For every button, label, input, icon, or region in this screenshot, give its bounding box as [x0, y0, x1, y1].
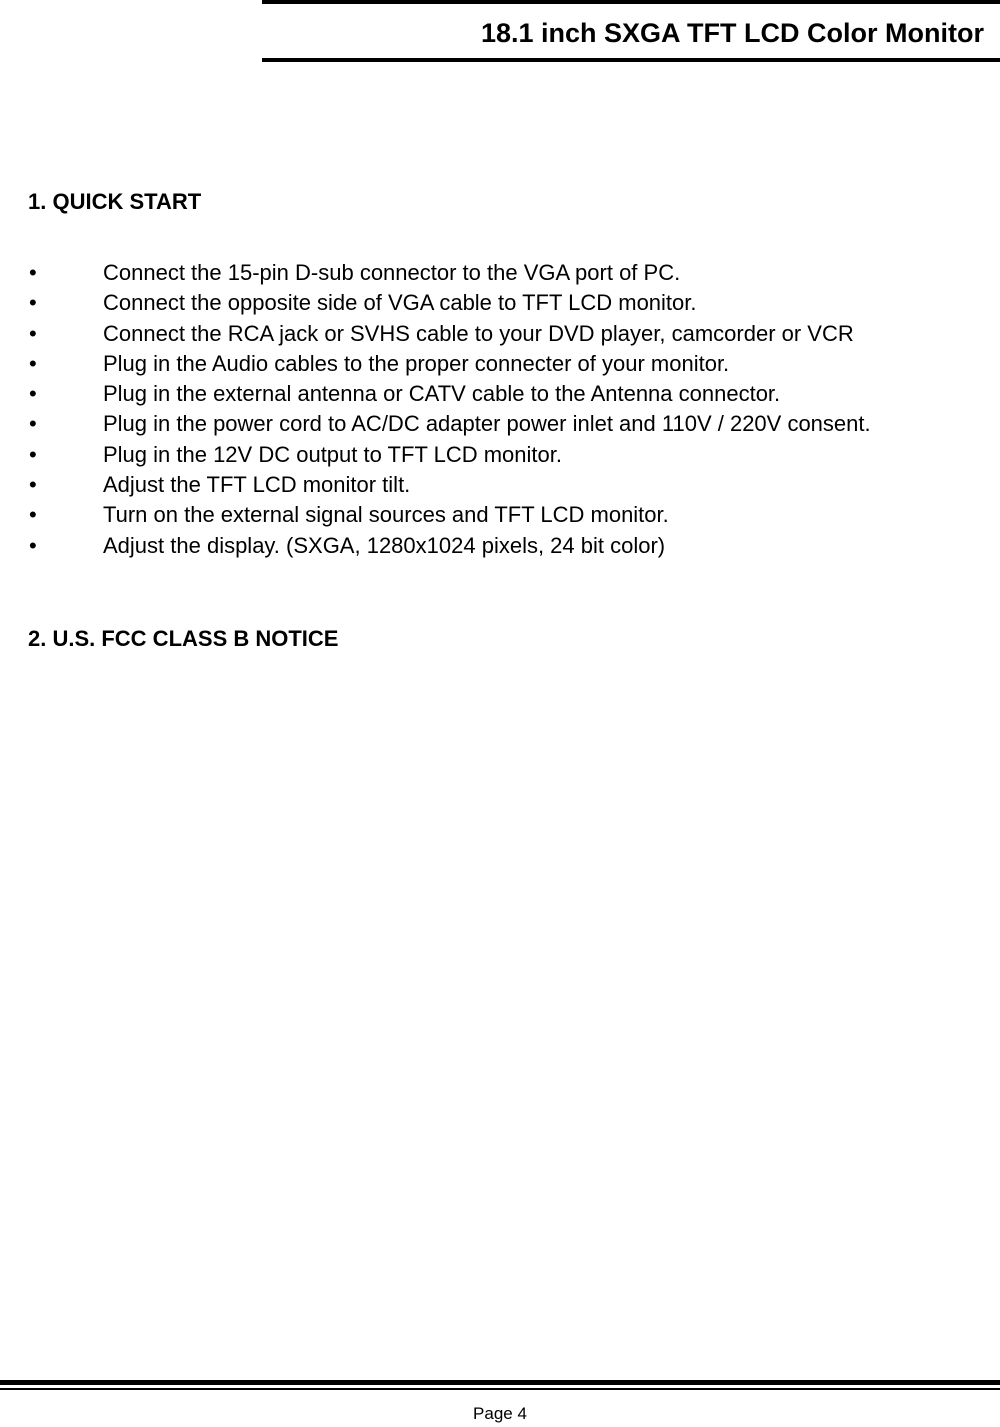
bullet-icon: •	[29, 290, 37, 316]
list-item	[0, 500, 1000, 530]
list-item	[0, 319, 1000, 349]
list-item	[0, 409, 1000, 439]
list-item	[0, 349, 1000, 379]
bullet-icon: •	[29, 532, 37, 558]
list-item	[0, 379, 1000, 409]
document-title: 18.1 inch SXGA TFT LCD Color Monitor	[480, 18, 984, 48]
fcc-notice-heading: 2. U.S. FCC CLASS B NOTICE	[28, 626, 339, 651]
bullet-icon: •	[29, 260, 37, 285]
header-rule-bottom	[262, 58, 1000, 62]
bullet-icon: •	[29, 472, 37, 498]
bullet-icon: •	[29, 411, 37, 437]
list-item	[0, 470, 1000, 500]
list-item-text: Plug in the Audio cables to the proper connecter of your monitor.	[103, 350, 730, 376]
list-item-text: Connect the RCA jack or SVHS cable to your DVD player, camcorder or VCR	[103, 320, 854, 346]
list-item	[0, 288, 1000, 318]
bullet-icon: •	[29, 381, 37, 407]
list-item	[0, 531, 1000, 561]
list-item-text: Connect the 15-pin D-sub connector to the VGA port of PC.	[103, 260, 681, 285]
bullet-icon: •	[29, 502, 37, 528]
bullet-icon: •	[29, 350, 37, 376]
page-number: Page 4	[473, 1404, 527, 1423]
bullet-icon: •	[29, 320, 37, 346]
list-item-text: Connect the opposite side of VGA cable to TFT LCD monitor.	[103, 290, 697, 316]
list-item-text: Turn on the external signal sources and TFT LCD monitor.	[103, 502, 669, 528]
quick-start-list	[0, 258, 1000, 561]
header-rule-top	[262, 0, 1000, 4]
footer-rule-thick	[0, 1380, 1000, 1385]
footer-rule-thin	[0, 1388, 1000, 1390]
list-item-text: Plug in the 12V DC output to TFT LCD monitor.	[103, 441, 562, 467]
list-item-text: Adjust the display. (SXGA, 1280x1024 pixels, 24 bit color)	[103, 532, 666, 558]
quick-start-heading: 1. QUICK START	[28, 189, 202, 214]
list-item-text: Plug in the power cord to AC/DC adapter power inlet and 110V / 220V consent.	[103, 411, 871, 437]
list-item-text: Adjust the TFT LCD monitor tilt.	[103, 472, 411, 498]
list-item	[0, 258, 1000, 288]
list-item-text: Plug in the external antenna or CATV cable to the Antenna connector.	[103, 381, 781, 407]
bullet-icon: •	[29, 441, 37, 467]
list-item	[0, 440, 1000, 470]
